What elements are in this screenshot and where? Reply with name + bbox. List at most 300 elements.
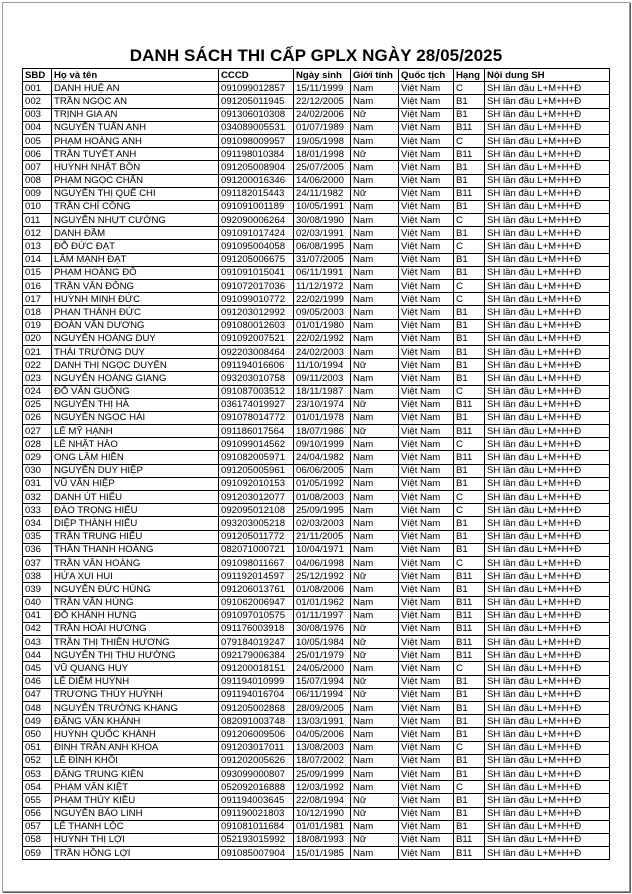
cccd-cell: 052092016888 bbox=[219, 781, 294, 794]
cccd-cell: 091095004058 bbox=[219, 240, 294, 253]
dob-cell: 09/10/1999 bbox=[294, 438, 351, 451]
gender-cell: Nữ bbox=[351, 807, 399, 820]
cccd-cell: 091203012992 bbox=[219, 306, 294, 319]
gender-cell: Nam bbox=[351, 477, 399, 490]
dob-cell: 15/01/1985 bbox=[294, 847, 351, 860]
content-cell: SH lần đầu L+M+H+Đ bbox=[485, 622, 610, 635]
table-row bbox=[23, 359, 610, 372]
dob-cell: 06/08/1995 bbox=[294, 240, 351, 253]
cccd-cell: 091206009506 bbox=[219, 728, 294, 741]
name-cell: ĐOÀN VĂN DƯƠNG bbox=[52, 319, 219, 332]
content-cell: SH lần đầu L+M+H+Đ bbox=[485, 306, 610, 319]
cccd-cell: 034089005531 bbox=[219, 121, 294, 134]
sbd-cell: 023 bbox=[23, 372, 52, 385]
nationality-cell: Việt Nam bbox=[399, 767, 454, 780]
gender-cell: Nam bbox=[351, 174, 399, 187]
nationality-cell: Việt Nam bbox=[399, 411, 454, 424]
sbd-cell: 018 bbox=[23, 306, 52, 319]
nationality-cell: Việt Nam bbox=[399, 359, 454, 372]
dob-cell: 10/05/1991 bbox=[294, 200, 351, 213]
class-cell: C bbox=[454, 491, 485, 504]
cccd-cell: 091194010999 bbox=[219, 675, 294, 688]
gender-cell: Nam bbox=[351, 385, 399, 398]
sbd-cell: 055 bbox=[23, 794, 52, 807]
class-cell: B1 bbox=[454, 372, 485, 385]
dob-cell: 01/01/1981 bbox=[294, 820, 351, 833]
sbd-cell: 017 bbox=[23, 293, 52, 306]
table-row bbox=[23, 438, 610, 451]
class-cell: C bbox=[454, 781, 485, 794]
name-cell: VŨ QUANG HUY bbox=[52, 662, 219, 675]
page-title: DANH SÁCH THI CẤP GPLX NGÀY 28/05/2025 bbox=[129, 46, 503, 65]
content-cell: SH lần đầu L+M+H+Đ bbox=[485, 794, 610, 807]
nationality-cell: Việt Nam bbox=[399, 675, 454, 688]
nationality-cell: Việt Nam bbox=[399, 583, 454, 596]
nationality-cell: Việt Nam bbox=[399, 227, 454, 240]
nationality-cell: Việt Nam bbox=[399, 464, 454, 477]
class-cell: B11 bbox=[454, 833, 485, 846]
cccd-cell: 091194003645 bbox=[219, 794, 294, 807]
nationality-cell: Việt Nam bbox=[399, 636, 454, 649]
name-cell: TRẦN TUYẾT ANH bbox=[52, 148, 219, 161]
dob-cell: 11/10/1994 bbox=[294, 359, 351, 372]
table-header-row bbox=[23, 69, 610, 82]
nationality-cell: Việt Nam bbox=[399, 820, 454, 833]
gender-cell: Nam bbox=[351, 266, 399, 279]
content-cell: SH lần đầu L+M+H+Đ bbox=[485, 227, 610, 240]
content-cell: SH lần đầu L+M+H+Đ bbox=[485, 570, 610, 583]
name-cell: HUỲNH QUỐC KHÁNH bbox=[52, 728, 219, 741]
content-cell: SH lần đầu L+M+H+Đ bbox=[485, 161, 610, 174]
content-cell: SH lần đầu L+M+H+Đ bbox=[485, 543, 610, 556]
sbd-cell: 024 bbox=[23, 385, 52, 398]
content-cell: SH lần đầu L+M+H+Đ bbox=[485, 807, 610, 820]
name-cell: LÊ DIỄM HUỲNH bbox=[52, 675, 219, 688]
table-row bbox=[23, 596, 610, 609]
dob-cell: 25/01/1979 bbox=[294, 649, 351, 662]
table-row bbox=[23, 728, 610, 741]
table-row bbox=[23, 741, 610, 754]
table-row bbox=[23, 622, 610, 635]
name-cell: DIỆP THÀNH HIẾU bbox=[52, 517, 219, 530]
nationality-cell: Việt Nam bbox=[399, 240, 454, 253]
gender-cell: Nam bbox=[351, 332, 399, 345]
cccd-cell: 091186017564 bbox=[219, 425, 294, 438]
sbd-cell: 040 bbox=[23, 596, 52, 609]
cccd-cell: 082071000721 bbox=[219, 543, 294, 556]
cccd-cell: 091194016704 bbox=[219, 688, 294, 701]
sbd-cell: 012 bbox=[23, 227, 52, 240]
content-cell: SH lần đầu L+M+H+Đ bbox=[485, 833, 610, 846]
cccd-cell: 091182015443 bbox=[219, 187, 294, 200]
gender-cell: Nam bbox=[351, 596, 399, 609]
class-cell: B1 bbox=[454, 702, 485, 715]
name-cell: NGUYỄN TUẤN ANH bbox=[52, 121, 219, 134]
dob-cell: 31/07/2005 bbox=[294, 253, 351, 266]
table-row bbox=[23, 306, 610, 319]
gender-cell: Nam bbox=[351, 847, 399, 860]
dob-cell: 18/07/2002 bbox=[294, 754, 351, 767]
class-cell: B1 bbox=[454, 174, 485, 187]
content-cell: SH lần đầu L+M+H+Đ bbox=[485, 293, 610, 306]
nationality-cell: Việt Nam bbox=[399, 596, 454, 609]
nationality-cell: Việt Nam bbox=[399, 622, 454, 635]
content-cell: SH lần đầu L+M+H+Đ bbox=[485, 240, 610, 253]
content-cell: SH lần đầu L+M+H+Đ bbox=[485, 728, 610, 741]
sbd-cell: 007 bbox=[23, 161, 52, 174]
cccd-cell: 091205011772 bbox=[219, 530, 294, 543]
sbd-cell: 028 bbox=[23, 438, 52, 451]
name-cell: THÁI TRƯỜNG DUY bbox=[52, 345, 219, 358]
nationality-cell: Việt Nam bbox=[399, 833, 454, 846]
nationality-cell: Việt Nam bbox=[399, 266, 454, 279]
cccd-cell: 091306010308 bbox=[219, 108, 294, 121]
sbd-cell: 038 bbox=[23, 570, 52, 583]
cccd-cell: 091099012857 bbox=[219, 82, 294, 95]
sbd-cell: 013 bbox=[23, 240, 52, 253]
sbd-cell: 059 bbox=[23, 847, 52, 860]
cccd-cell: 091200018151 bbox=[219, 662, 294, 675]
gender-cell: Nam bbox=[351, 293, 399, 306]
class-cell: B1 bbox=[454, 108, 485, 121]
sbd-cell: 003 bbox=[23, 108, 52, 121]
nationality-cell: Việt Nam bbox=[399, 688, 454, 701]
gender-cell: Nữ bbox=[351, 187, 399, 200]
content-cell: SH lần đầu L+M+H+Đ bbox=[485, 359, 610, 372]
cccd-cell: 091091017424 bbox=[219, 227, 294, 240]
name-cell: LÊ THANH LỘC bbox=[52, 820, 219, 833]
dob-cell: 22/02/1992 bbox=[294, 332, 351, 345]
col-header-content: Nội dung SH bbox=[485, 69, 610, 82]
cccd-cell: 091205008904 bbox=[219, 161, 294, 174]
name-cell: LÊ NHẬT HÀO bbox=[52, 438, 219, 451]
sbd-cell: 011 bbox=[23, 214, 52, 227]
class-cell: B11 bbox=[454, 570, 485, 583]
cccd-cell: 091091015041 bbox=[219, 266, 294, 279]
nationality-cell: Việt Nam bbox=[399, 385, 454, 398]
content-cell: SH lần đầu L+M+H+Đ bbox=[485, 477, 610, 490]
gender-cell: Nam bbox=[351, 715, 399, 728]
table-row bbox=[23, 345, 610, 358]
content-cell: SH lần đầu L+M+H+Đ bbox=[485, 108, 610, 121]
cccd-cell: 091176003918 bbox=[219, 622, 294, 635]
table-row bbox=[23, 95, 610, 108]
content-cell: SH lần đầu L+M+H+Đ bbox=[485, 134, 610, 147]
sbd-cell: 036 bbox=[23, 543, 52, 556]
dob-cell: 15/07/1994 bbox=[294, 675, 351, 688]
class-cell: B11 bbox=[454, 121, 485, 134]
dob-cell: 13/08/2003 bbox=[294, 741, 351, 754]
content-cell: SH lần đầu L+M+H+Đ bbox=[485, 767, 610, 780]
dob-cell: 06/11/1994 bbox=[294, 688, 351, 701]
nationality-cell: Việt Nam bbox=[399, 794, 454, 807]
nationality-cell: Việt Nam bbox=[399, 543, 454, 556]
class-cell: B1 bbox=[454, 715, 485, 728]
dob-cell: 18/08/1993 bbox=[294, 833, 351, 846]
sbd-cell: 008 bbox=[23, 174, 52, 187]
dob-cell: 01/01/1980 bbox=[294, 319, 351, 332]
content-cell: SH lần đầu L+M+H+Đ bbox=[485, 609, 610, 622]
table-row bbox=[23, 134, 610, 147]
sbd-cell: 034 bbox=[23, 517, 52, 530]
class-cell: B1 bbox=[454, 477, 485, 490]
name-cell: NGUYỄN TRƯỜNG KHANG bbox=[52, 702, 219, 715]
name-cell: TRẦN TRUNG HIẾU bbox=[52, 530, 219, 543]
name-cell: THÂN THANH HOÀNG bbox=[52, 543, 219, 556]
dob-cell: 24/02/2003 bbox=[294, 345, 351, 358]
nationality-cell: Việt Nam bbox=[399, 491, 454, 504]
content-cell: SH lần đầu L+M+H+Đ bbox=[485, 649, 610, 662]
nationality-cell: Việt Nam bbox=[399, 477, 454, 490]
sbd-cell: 022 bbox=[23, 359, 52, 372]
table-row bbox=[23, 715, 610, 728]
cccd-cell: 091099014562 bbox=[219, 438, 294, 451]
class-cell: C bbox=[454, 280, 485, 293]
cccd-cell: 091205011945 bbox=[219, 95, 294, 108]
sbd-cell: 006 bbox=[23, 148, 52, 161]
content-cell: SH lần đầu L+M+H+Đ bbox=[485, 438, 610, 451]
cccd-cell: 079184019247 bbox=[219, 636, 294, 649]
col-header-nationality: Quốc tịch bbox=[399, 69, 454, 82]
nationality-cell: Việt Nam bbox=[399, 807, 454, 820]
sbd-cell: 002 bbox=[23, 95, 52, 108]
name-cell: NGUYỄN ĐỨC HÙNG bbox=[52, 583, 219, 596]
class-cell: B1 bbox=[454, 306, 485, 319]
dob-cell: 06/06/2005 bbox=[294, 464, 351, 477]
name-cell: DANH HUỆ AN bbox=[52, 82, 219, 95]
gender-cell: Nam bbox=[351, 161, 399, 174]
gender-cell: Nữ bbox=[351, 398, 399, 411]
content-cell: SH lần đầu L+M+H+Đ bbox=[485, 187, 610, 200]
nationality-cell: Việt Nam bbox=[399, 570, 454, 583]
class-cell: B11 bbox=[454, 187, 485, 200]
cccd-cell: 091190021803 bbox=[219, 807, 294, 820]
table-row bbox=[23, 240, 610, 253]
col-header-gender: Giới tính bbox=[351, 69, 399, 82]
content-cell: SH lần đầu L+M+H+Đ bbox=[485, 385, 610, 398]
gender-cell: Nam bbox=[351, 504, 399, 517]
content-cell: SH lần đầu L+M+H+Đ bbox=[485, 556, 610, 569]
gender-cell: Nam bbox=[351, 583, 399, 596]
cccd-cell: 091092010153 bbox=[219, 477, 294, 490]
nationality-cell: Việt Nam bbox=[399, 332, 454, 345]
name-cell: PHẠM NGỌC CHẤN bbox=[52, 174, 219, 187]
class-cell: B11 bbox=[454, 636, 485, 649]
cccd-cell: 091072017036 bbox=[219, 280, 294, 293]
content-cell: SH lần đầu L+M+H+Đ bbox=[485, 425, 610, 438]
name-cell: ĐÀO TRỌNG HIẾU bbox=[52, 504, 219, 517]
cccd-cell: 091080012603 bbox=[219, 319, 294, 332]
gender-cell: Nam bbox=[351, 227, 399, 240]
cccd-cell: 091087003512 bbox=[219, 385, 294, 398]
class-cell: B1 bbox=[454, 583, 485, 596]
name-cell: TRẦN NGỌC AN bbox=[52, 95, 219, 108]
col-header-sbd: SBD bbox=[23, 69, 52, 82]
gender-cell: Nam bbox=[351, 781, 399, 794]
sbd-cell: 026 bbox=[23, 411, 52, 424]
cccd-cell: 091205005961 bbox=[219, 464, 294, 477]
dob-cell: 24/05/2000 bbox=[294, 662, 351, 675]
class-cell: B11 bbox=[454, 425, 485, 438]
name-cell: HUỲNH MINH ĐỨC bbox=[52, 293, 219, 306]
sbd-cell: 009 bbox=[23, 187, 52, 200]
gender-cell: Nữ bbox=[351, 649, 399, 662]
dob-cell: 30/08/1976 bbox=[294, 622, 351, 635]
sbd-cell: 019 bbox=[23, 319, 52, 332]
dob-cell: 10/12/1990 bbox=[294, 807, 351, 820]
gender-cell: Nam bbox=[351, 517, 399, 530]
gender-cell: Nam bbox=[351, 702, 399, 715]
sbd-cell: 054 bbox=[23, 781, 52, 794]
nationality-cell: Việt Nam bbox=[399, 847, 454, 860]
table-row bbox=[23, 214, 610, 227]
nationality-cell: Việt Nam bbox=[399, 702, 454, 715]
name-cell: HỨA XUI HUI bbox=[52, 570, 219, 583]
sbd-cell: 053 bbox=[23, 767, 52, 780]
class-cell: B1 bbox=[454, 319, 485, 332]
class-cell: B1 bbox=[454, 464, 485, 477]
sbd-cell: 041 bbox=[23, 609, 52, 622]
cccd-cell: 092203008464 bbox=[219, 345, 294, 358]
sbd-cell: 031 bbox=[23, 477, 52, 490]
table-row bbox=[23, 754, 610, 767]
name-cell: TRẦN THỊ THIÊN HƯƠNG bbox=[52, 636, 219, 649]
class-cell: B1 bbox=[454, 820, 485, 833]
name-cell: TRỊNH GIA AN bbox=[52, 108, 219, 121]
content-cell: SH lần đầu L+M+H+Đ bbox=[485, 517, 610, 530]
table-row bbox=[23, 833, 610, 846]
sbd-cell: 029 bbox=[23, 451, 52, 464]
table-row bbox=[23, 385, 610, 398]
dob-cell: 30/08/1990 bbox=[294, 214, 351, 227]
dob-cell: 19/05/1998 bbox=[294, 134, 351, 147]
dob-cell: 22/08/1994 bbox=[294, 794, 351, 807]
name-cell: LÊ MỸ HẠNH bbox=[52, 425, 219, 438]
dob-cell: 13/03/1991 bbox=[294, 715, 351, 728]
name-cell: TRẦN VĂN ĐÔNG bbox=[52, 280, 219, 293]
name-cell: TRẦN VĂN HÙNG bbox=[52, 596, 219, 609]
nationality-cell: Việt Nam bbox=[399, 451, 454, 464]
nationality-cell: Việt Nam bbox=[399, 504, 454, 517]
table-row bbox=[23, 253, 610, 266]
dob-cell: 01/08/2006 bbox=[294, 583, 351, 596]
class-cell: B11 bbox=[454, 609, 485, 622]
dob-cell: 22/12/2005 bbox=[294, 95, 351, 108]
gender-cell: Nữ bbox=[351, 794, 399, 807]
dob-cell: 04/06/1998 bbox=[294, 556, 351, 569]
gender-cell: Nam bbox=[351, 556, 399, 569]
sbd-cell: 043 bbox=[23, 636, 52, 649]
dob-cell: 28/09/2005 bbox=[294, 702, 351, 715]
table-row bbox=[23, 662, 610, 675]
content-cell: SH lần đầu L+M+H+Đ bbox=[485, 636, 610, 649]
gender-cell: Nữ bbox=[351, 636, 399, 649]
class-cell: B1 bbox=[454, 675, 485, 688]
name-cell: TRƯƠNG THÚY HUỲNH bbox=[52, 688, 219, 701]
name-cell: PHẠM HOÀNG ĐÔ bbox=[52, 266, 219, 279]
content-cell: SH lần đầu L+M+H+Đ bbox=[485, 95, 610, 108]
name-cell: ĐINH TRẦN ANH KHOA bbox=[52, 741, 219, 754]
name-cell: NGUYỄN NGỌC HẢI bbox=[52, 411, 219, 424]
cccd-cell: 093203010758 bbox=[219, 372, 294, 385]
name-cell: TRẦN CHÍ CÔNG bbox=[52, 200, 219, 213]
nationality-cell: Việt Nam bbox=[399, 425, 454, 438]
class-cell: B1 bbox=[454, 411, 485, 424]
class-cell: B1 bbox=[454, 794, 485, 807]
sbd-cell: 056 bbox=[23, 807, 52, 820]
dob-cell: 24/11/1982 bbox=[294, 187, 351, 200]
sbd-cell: 058 bbox=[23, 833, 52, 846]
col-header-name: Họ và tên bbox=[52, 69, 219, 82]
gender-cell: Nữ bbox=[351, 833, 399, 846]
cccd-cell: 091205002868 bbox=[219, 702, 294, 715]
class-cell: C bbox=[454, 82, 485, 95]
content-cell: SH lần đầu L+M+H+Đ bbox=[485, 688, 610, 701]
class-cell: B1 bbox=[454, 517, 485, 530]
content-cell: SH lần đầu L+M+H+Đ bbox=[485, 741, 610, 754]
nationality-cell: Việt Nam bbox=[399, 609, 454, 622]
dob-cell: 18/11/1987 bbox=[294, 385, 351, 398]
name-cell: NGUYỄN DUY HIỆP bbox=[52, 464, 219, 477]
dob-cell: 18/01/1998 bbox=[294, 148, 351, 161]
content-cell: SH lần đầu L+M+H+Đ bbox=[485, 345, 610, 358]
sbd-cell: 045 bbox=[23, 662, 52, 675]
sbd-cell: 039 bbox=[23, 583, 52, 596]
nationality-cell: Việt Nam bbox=[399, 82, 454, 95]
sbd-cell: 050 bbox=[23, 728, 52, 741]
name-cell: HUỲNH NHẬT BỒN bbox=[52, 161, 219, 174]
cccd-cell: 091097010575 bbox=[219, 609, 294, 622]
name-cell: NGUYỄN HOÀNG GIANG bbox=[52, 372, 219, 385]
class-cell: B1 bbox=[454, 200, 485, 213]
sbd-cell: 042 bbox=[23, 622, 52, 635]
gender-cell: Nam bbox=[351, 530, 399, 543]
table-row bbox=[23, 332, 610, 345]
class-cell: B11 bbox=[454, 622, 485, 635]
gender-cell: Nam bbox=[351, 200, 399, 213]
dob-cell: 24/02/2006 bbox=[294, 108, 351, 121]
cccd-cell: 093203005218 bbox=[219, 517, 294, 530]
class-cell: B1 bbox=[454, 95, 485, 108]
content-cell: SH lần đầu L+M+H+Đ bbox=[485, 702, 610, 715]
gender-cell: Nam bbox=[351, 741, 399, 754]
sbd-cell: 037 bbox=[23, 556, 52, 569]
nationality-cell: Việt Nam bbox=[399, 108, 454, 121]
name-cell: NGUYỄN NHỰT CƯỜNG bbox=[52, 214, 219, 227]
dob-cell: 21/11/2005 bbox=[294, 530, 351, 543]
nationality-cell: Việt Nam bbox=[399, 556, 454, 569]
name-cell: ĐẶNG VĂN KHÁNH bbox=[52, 715, 219, 728]
gender-cell: Nữ bbox=[351, 359, 399, 372]
gender-cell: Nam bbox=[351, 411, 399, 424]
table-row bbox=[23, 517, 610, 530]
nationality-cell: Việt Nam bbox=[399, 187, 454, 200]
table-row bbox=[23, 543, 610, 556]
table-row bbox=[23, 767, 610, 780]
cccd-cell: 036174019927 bbox=[219, 398, 294, 411]
gender-cell: Nữ bbox=[351, 108, 399, 121]
sbd-cell: 021 bbox=[23, 345, 52, 358]
content-cell: SH lần đầu L+M+H+Đ bbox=[485, 491, 610, 504]
cccd-cell: 091099010772 bbox=[219, 293, 294, 306]
class-cell: B1 bbox=[454, 754, 485, 767]
sbd-cell: 049 bbox=[23, 715, 52, 728]
nationality-cell: Việt Nam bbox=[399, 345, 454, 358]
table-row bbox=[23, 425, 610, 438]
dob-cell: 01/05/1992 bbox=[294, 477, 351, 490]
name-cell: TRẦN HOÀI HƯƠNG bbox=[52, 622, 219, 635]
table-row bbox=[23, 161, 610, 174]
